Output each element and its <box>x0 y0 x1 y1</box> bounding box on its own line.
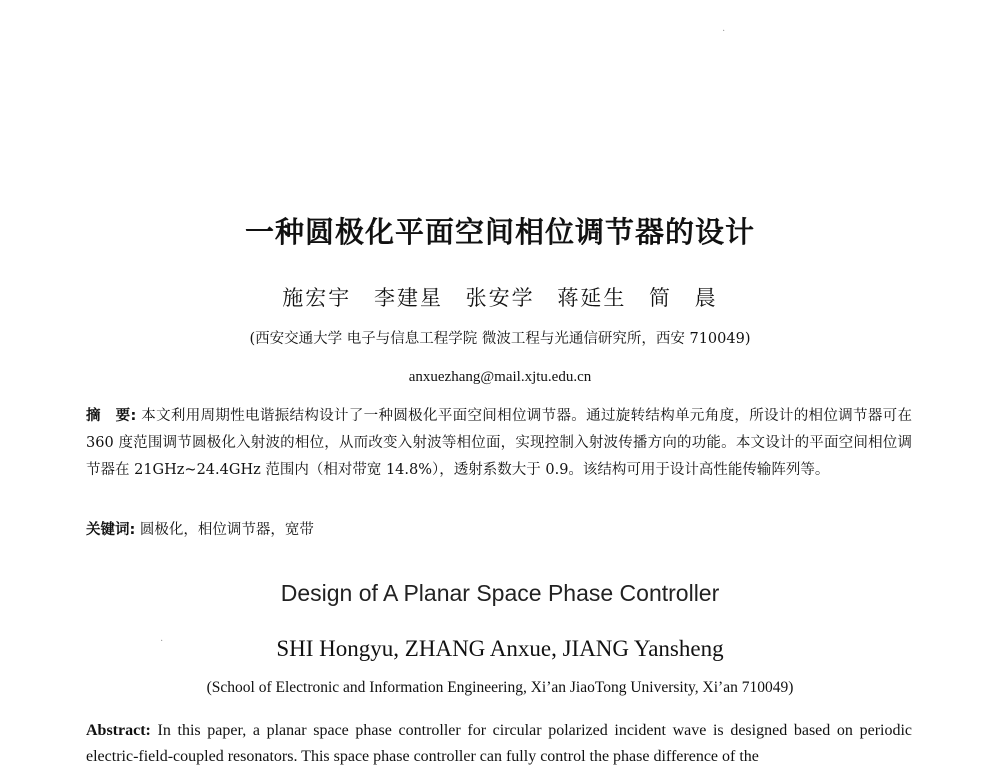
chinese-title: 一种圆极化平面空间相位调节器的设计 <box>244 215 755 249</box>
scan-speck: · <box>722 26 726 37</box>
english-title: Design of A Planar Space Phase Controller <box>280 580 720 606</box>
scan-speck: · <box>160 636 164 647</box>
chinese-abstract <box>86 403 912 484</box>
chinese-keywords-text: 圆极化，相位调节器，宽带 <box>139 522 314 538</box>
english-affiliation: (School of Electronic and Information Engineering, Xi’an JiaoTong University, Xi’an 710049) <box>206 679 794 696</box>
english-abstract <box>86 718 912 770</box>
chinese-abstract-label: 摘 要: <box>86 408 137 424</box>
chinese-affiliation: (西安交通大学 电子与信息工程学院 微波工程与光通信研究所，西安 710049) <box>249 331 751 347</box>
author-email: anxuezhang@mail.xjtu.edu.cn <box>408 369 592 385</box>
english-authors: SHI Hongyu, ZHANG Anxue, JIANG Yansheng <box>276 636 724 661</box>
english-abstract-label: Abstract: <box>86 722 151 739</box>
chinese-keywords <box>86 517 912 544</box>
english-abstract-text: In this paper, a planar space phase controller for circular polarized incident wave is designed based on periodic electric-field-coupled resonators. This space phase controller can fully control the phase difference of the <box>86 722 913 765</box>
chinese-abstract-text: 本文利用周期性电谐振结构设计了一种圆极化平面空间相位调节器。通过旋转结构单元角度，所设计的相位调节器可在 360 度范围调节圆极化入射波的相位，从而改变入射波等相位面，实现控制入射波传播方向的功能。本文设计的平面空间相位调节器在 21GHz~24.4GHz 范围内（相对带宽 14.8%），透射系数大于 0.9。该结构可用于设计高性能传输阵列等。 <box>86 408 913 478</box>
chinese-authors: 施宏宇 李建星 张安学 蒋延生 简 晨 <box>282 286 718 310</box>
chinese-keywords-label: 关键词: <box>86 522 136 538</box>
